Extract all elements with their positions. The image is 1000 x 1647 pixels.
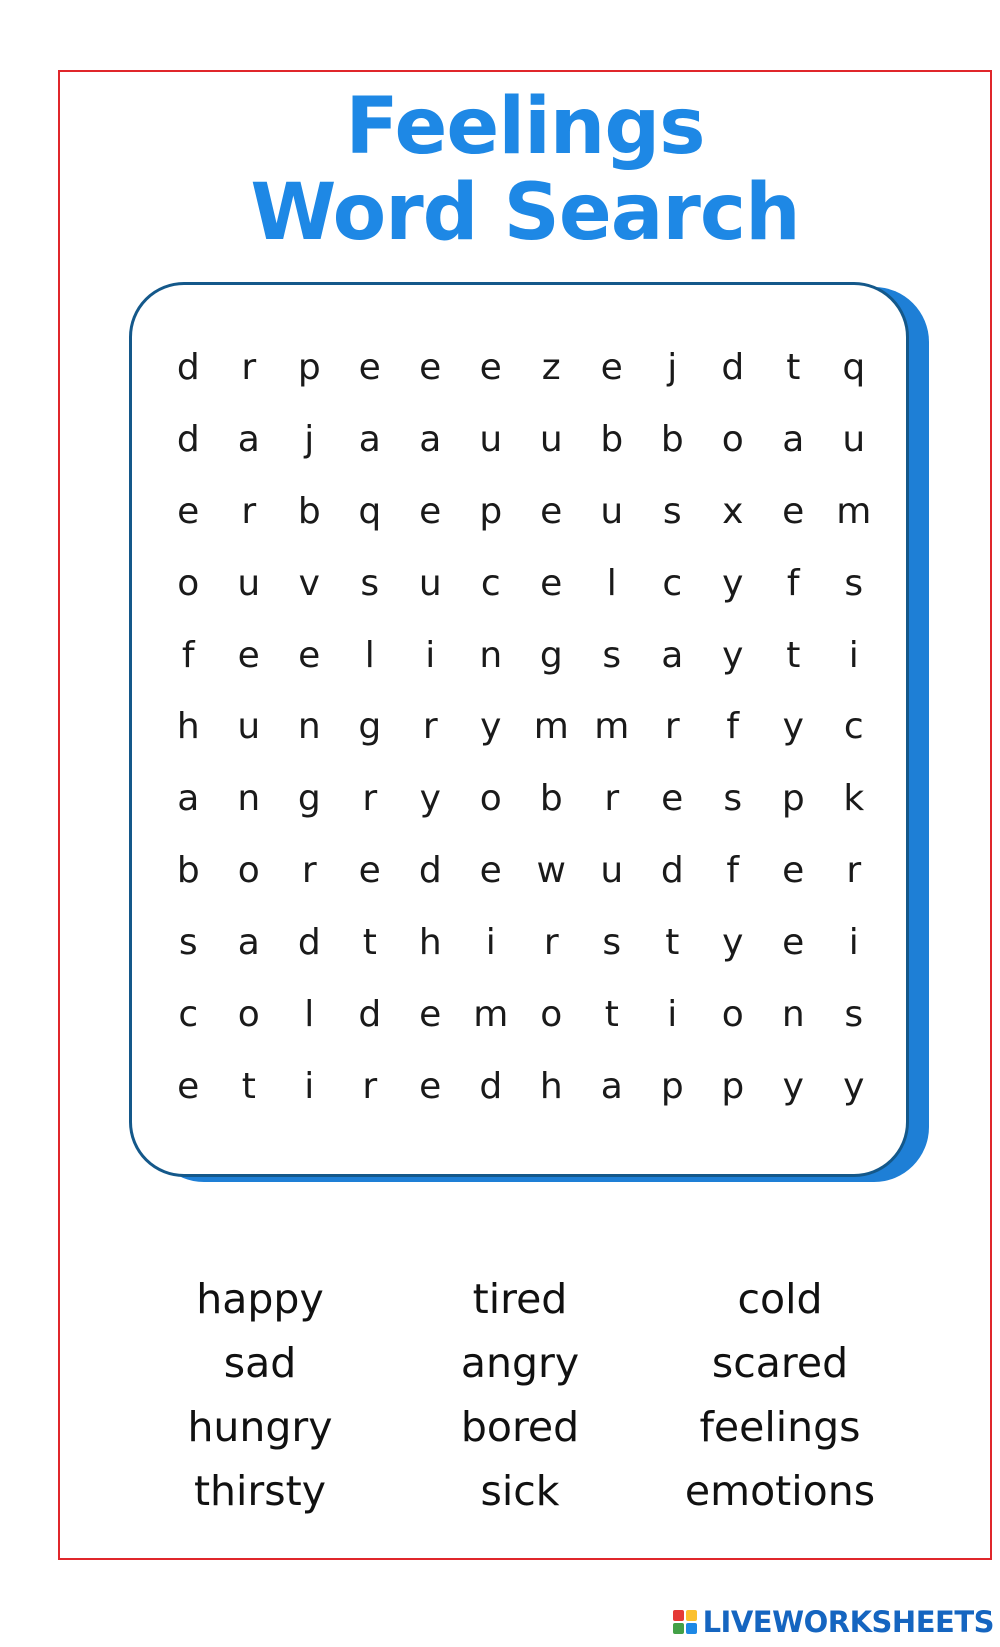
grid-letter[interactable]: d [358,993,382,1035]
logo-square [686,1623,697,1634]
grid-letter[interactable]: u [539,419,563,461]
grid-letter[interactable]: n [237,778,261,820]
grid-letter[interactable]: k [843,778,865,820]
grid-letter[interactable]: r [241,347,257,389]
grid-letter[interactable]: m [533,706,569,748]
grid-letter[interactable]: g [297,778,321,820]
word-list-item: happy [196,1275,324,1323]
grid-letter[interactable]: n [479,634,503,676]
grid-letter[interactable]: i [848,634,859,676]
grid-letter[interactable]: e [782,921,805,963]
grid-letter[interactable]: e [419,993,442,1035]
liveworksheets-logo-icon [673,1610,697,1634]
grid-letter[interactable]: a [177,778,200,820]
grid-letter[interactable]: p [479,491,503,533]
grid-letter[interactable]: e [782,491,805,533]
grid-letter[interactable]: y [480,706,502,748]
grid-letter[interactable]: a [237,921,260,963]
grid-letter[interactable]: e [600,347,623,389]
grid-letter[interactable]: o [721,419,744,461]
grid-letter[interactable]: b [176,850,200,892]
worksheet-frame [58,70,992,1560]
grid-letter[interactable]: i [304,1065,315,1107]
grid-letter[interactable]: e [177,491,200,533]
grid-letter[interactable]: c [843,706,864,748]
word-list-item: hungry [187,1403,333,1451]
grid-letter[interactable]: o [177,562,200,604]
grid-letter[interactable]: o [479,778,502,820]
grid-letter[interactable]: d [721,347,745,389]
grid-letter[interactable]: z [541,347,561,389]
grid-letter[interactable]: h [539,1065,563,1107]
grid-letter[interactable]: f [726,850,740,892]
grid-letter[interactable]: u [418,562,442,604]
grid-letter[interactable]: x [722,491,744,533]
grid-letter[interactable]: d [479,1065,503,1107]
grid-letter[interactable]: m [473,993,509,1035]
grid-letter[interactable]: e [358,347,381,389]
grid-letter[interactable]: a [782,419,805,461]
grid-letter[interactable]: r [301,850,317,892]
word-list [130,1267,910,1523]
grid-letter[interactable]: w [536,850,566,892]
grid-letter[interactable]: q [358,491,382,533]
grid-letter[interactable]: g [358,706,382,748]
grid-letter[interactable]: m [594,706,630,748]
grid-letter[interactable]: d [660,850,684,892]
logo-square [673,1623,684,1634]
grid-letter[interactable]: a [600,1065,623,1107]
grid-letter[interactable]: r [241,491,257,533]
grid-letter[interactable]: a [358,419,381,461]
grid-letter[interactable]: g [539,634,563,676]
grid-letter[interactable]: y [782,706,804,748]
grid-letter[interactable]: c [480,562,501,604]
grid-letter[interactable]: s [662,491,682,533]
grid-letter[interactable]: a [237,419,260,461]
grid-letter[interactable]: s [844,993,864,1035]
grid-letter[interactable]: r [422,706,438,748]
grid-letter[interactable]: p [297,347,321,389]
grid-letter[interactable]: s [602,921,622,963]
grid-letter[interactable]: i [848,921,859,963]
grid-letter[interactable]: f [786,562,800,604]
grid-letter[interactable]: e [177,1065,200,1107]
grid-letter[interactable]: y [722,921,744,963]
grid-letter[interactable]: d [176,419,200,461]
grid-letter[interactable]: a [419,419,442,461]
grid-letter[interactable]: y [722,562,744,604]
grid-letter[interactable]: d [418,850,442,892]
brand-watermark [673,1604,994,1640]
word-list-item: cold [737,1275,823,1323]
grid-letter[interactable]: b [539,778,563,820]
grid-letter[interactable]: e [479,347,502,389]
logo-square [673,1610,684,1621]
grid-letter[interactable]: l [606,562,617,604]
grid-letter[interactable]: m [836,491,872,533]
grid-letter[interactable]: o [237,993,260,1035]
word-list-item: angry [460,1339,580,1387]
word-list-item: sick [480,1467,560,1515]
grid-letter[interactable]: c [178,993,199,1035]
grid-letter[interactable]: o [237,850,260,892]
grid-letter[interactable]: t [362,921,377,963]
grid-letter[interactable]: t [786,634,801,676]
word-list-item: bored [460,1403,580,1451]
grid-letter[interactable]: r [543,921,559,963]
grid-letter[interactable]: r [604,778,620,820]
grid-letter[interactable]: h [176,706,200,748]
grid-letter[interactable]: e [237,634,260,676]
grid-letter[interactable]: h [418,921,442,963]
letter-grid[interactable] [158,332,884,1122]
grid-letter[interactable]: d [176,347,200,389]
grid-letter[interactable]: r [846,850,862,892]
grid-letter[interactable]: t [786,347,801,389]
grid-letter[interactable]: q [842,347,866,389]
grid-letter[interactable]: i [485,921,496,963]
word-list-item: feelings [699,1403,861,1451]
brand-text: LIVEWORKSHEETS [702,1605,994,1639]
grid-letter[interactable]: s [723,778,743,820]
grid-letter[interactable]: i [667,993,678,1035]
grid-letter[interactable]: e [661,778,684,820]
grid-letter[interactable]: s [178,921,198,963]
grid-letter[interactable]: u [842,419,866,461]
grid-letter[interactable]: j [304,419,315,461]
grid-letter[interactable]: u [479,419,503,461]
grid-letter[interactable]: a [661,634,684,676]
grid-letter[interactable]: p [781,778,805,820]
grid-letter[interactable]: e [419,347,442,389]
grid-letter[interactable]: f [726,706,740,748]
grid-letter[interactable]: e [419,491,442,533]
grid-letter[interactable]: e [358,850,381,892]
grid-letter[interactable]: i [425,634,436,676]
title-line-2: Word Search [250,168,800,258]
word-list-item: scared [711,1339,849,1387]
grid-letter[interactable]: e [298,634,321,676]
grid-letter[interactable]: y [843,1065,865,1107]
grid-letter[interactable]: e [540,562,563,604]
grid-letter[interactable]: n [297,706,321,748]
grid-letter[interactable]: c [662,562,683,604]
grid-letter[interactable]: e [540,491,563,533]
grid-letter[interactable]: t [241,1065,256,1107]
grid-letter[interactable]: d [297,921,321,963]
grid-letter[interactable]: r [362,778,378,820]
grid-letter[interactable]: e [479,850,502,892]
word-list-item: thirsty [193,1467,326,1515]
grid-letter[interactable]: s [602,634,622,676]
grid-letter[interactable]: y [722,634,744,676]
grid-letter[interactable]: s [844,562,864,604]
grid-letter[interactable]: r [362,1065,378,1107]
grid-letter[interactable]: e [419,1065,442,1107]
grid-letter[interactable]: y [782,1065,804,1107]
grid-letter[interactable]: y [419,778,441,820]
grid-letter[interactable]: b [660,419,684,461]
word-list-item: emotions [684,1467,876,1515]
grid-letter[interactable]: t [604,993,619,1035]
grid-letter[interactable]: u [237,706,261,748]
title-line-1: Feelings [345,82,705,172]
grid-letter[interactable]: r [664,706,680,748]
word-list-item: sad [223,1339,297,1387]
grid-letter[interactable]: s [360,562,380,604]
grid-letter[interactable]: f [181,634,195,676]
word-list-item: tired [472,1275,568,1323]
logo-square [686,1610,697,1621]
grid-letter[interactable]: t [665,921,680,963]
grid-letter[interactable]: n [781,993,805,1035]
grid-letter[interactable]: o [721,993,744,1035]
grid-letter[interactable]: u [237,562,261,604]
grid-letter[interactable]: o [540,993,563,1035]
grid-letter[interactable]: b [600,419,624,461]
grid-letter[interactable]: l [304,993,315,1035]
grid-letter[interactable]: e [782,850,805,892]
grid-letter[interactable]: u [600,491,624,533]
grid-letter[interactable]: v [298,562,320,604]
grid-letter[interactable]: l [364,634,375,676]
grid-letter[interactable]: u [600,850,624,892]
grid-letter[interactable]: j [667,347,678,389]
grid-letter[interactable]: b [297,491,321,533]
grid-letter[interactable]: p [660,1065,684,1107]
grid-letter[interactable]: p [721,1065,745,1107]
